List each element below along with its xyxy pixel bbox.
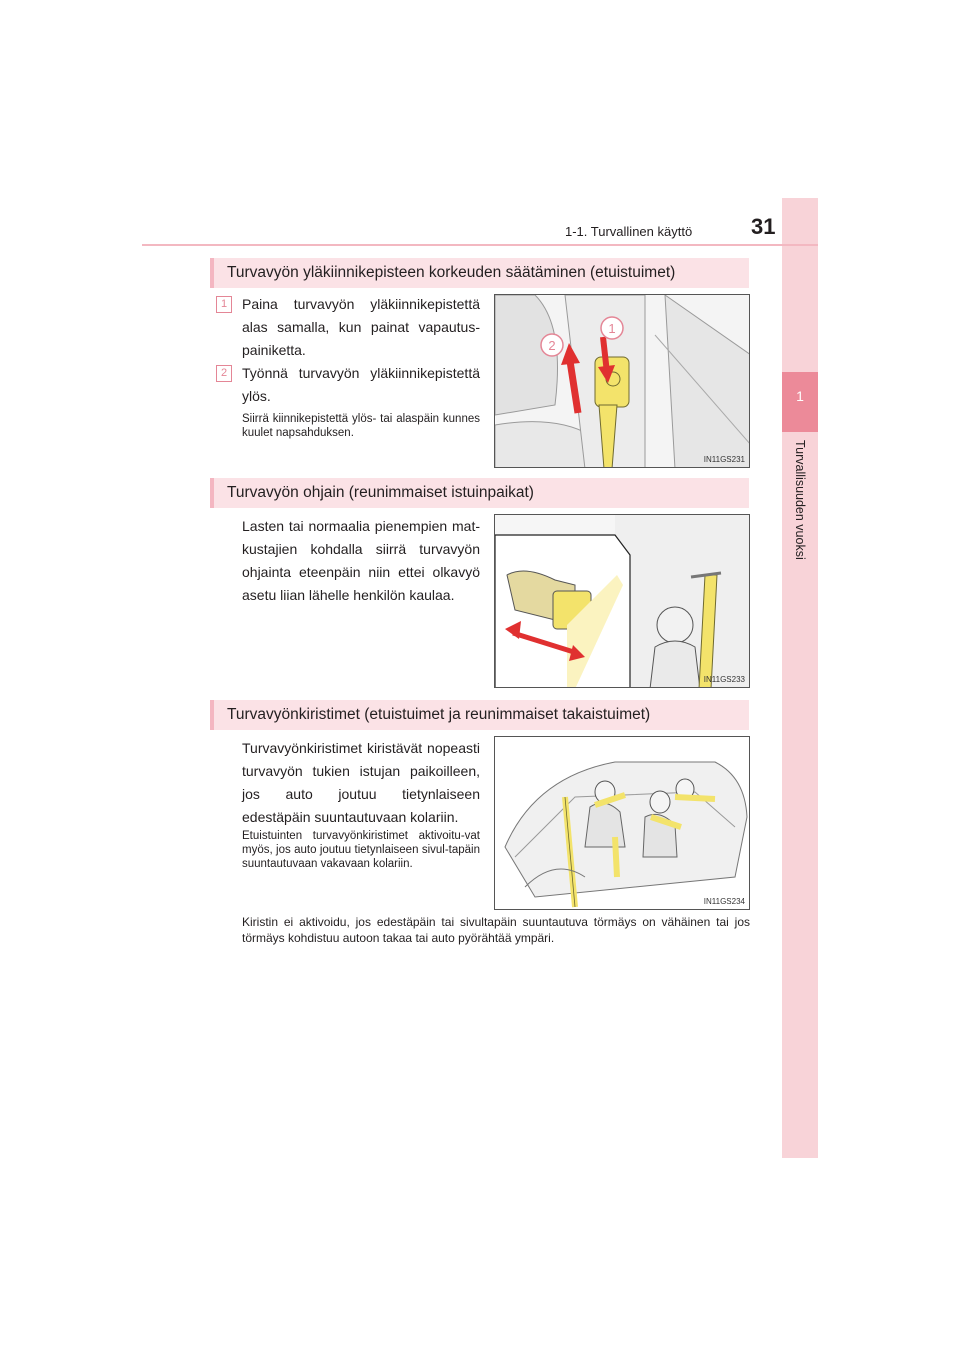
page-number: 31 — [751, 214, 776, 239]
section-heading-anchor-height — [210, 258, 749, 288]
section-title: Turvavyön yläkiinnikepisteen korkeuden säätäminen (etuistuimet) — [227, 264, 676, 281]
section-title: Turvavyönkiristimet (etuistuimet ja reunimmaiset takaistuimet) — [227, 706, 651, 723]
figure-code: IN11GS233 — [703, 675, 745, 684]
step-text: Paina turvavyön yläkiinnikepistettä alas samalla, kun painat vapautus-painiketta. — [242, 296, 480, 358]
chapter-number: 1 — [796, 388, 804, 404]
callout-2: 2 — [548, 338, 556, 353]
pretensioner-illustration — [495, 737, 750, 910]
figure-belt-guide — [494, 514, 750, 688]
chapter-title: Turvallisuuden vuoksi — [793, 440, 807, 560]
figure-code: IN11GS234 — [703, 897, 745, 906]
step-text: Työnnä turvavyön yläkiinnikepistettä ylös. — [242, 365, 480, 404]
side-tab-strip — [782, 198, 818, 1158]
body-paragraph: Lasten tai normaalia pienempien mat-kustajien kohdalla siirrä turvavyön ohjainta eteenpäin niin ettei olkavyö asetu liian lähelle henkilön kaulaa. — [242, 518, 480, 603]
step-number-badge: 1 — [216, 296, 232, 313]
anchor-illustration — [495, 295, 750, 468]
note-text: Etuistuinten turvavyönkiristimet aktivoitu-vat myös, jos auto joutuu tietynlaiseen sivul-tapäin suuntautuvaan vakavaan kolariin. — [242, 830, 480, 870]
header-rule — [142, 244, 818, 246]
step-number-badge: 2 — [216, 365, 232, 382]
instruction-step — [216, 362, 480, 408]
breadcrumb: 1-1. Turvallinen käyttö — [565, 224, 693, 239]
section-title: Turvavyön ohjain (reunimmaiset istuinpaikat) — [227, 484, 534, 501]
figure-pretensioners — [494, 736, 750, 910]
body-paragraph: Turvavyönkiristimet kiristävät nopeasti turvavyön tukien istujan paikoilleen, jos auto joutuu tietynlaiseen edestäpäin suuntautuvaan kolariin. — [242, 740, 480, 825]
section-heading-belt-guide — [210, 478, 749, 508]
section-heading-pretensioners — [210, 700, 749, 730]
instruction-step — [216, 293, 480, 362]
figure-code: IN11GS231 — [703, 455, 745, 464]
callout-1: 1 — [608, 321, 616, 336]
figure-anchor-adjust — [494, 294, 750, 468]
footnote-text: Kiristin ei aktivoidu, jos edestäpäin tai sivultapäin suuntautuva törmäys on vähäinen tai jos törmäys kohdistuu autoon takaa tai auto pyörähtää ympäri. — [242, 915, 750, 945]
chapter-title-vertical — [788, 440, 812, 600]
note-text: Siirrä kiinnikepistettä ylös- tai alaspäin kunnes kuulet napsahduksen. — [242, 413, 480, 439]
belt-guide-illustration — [495, 515, 750, 688]
